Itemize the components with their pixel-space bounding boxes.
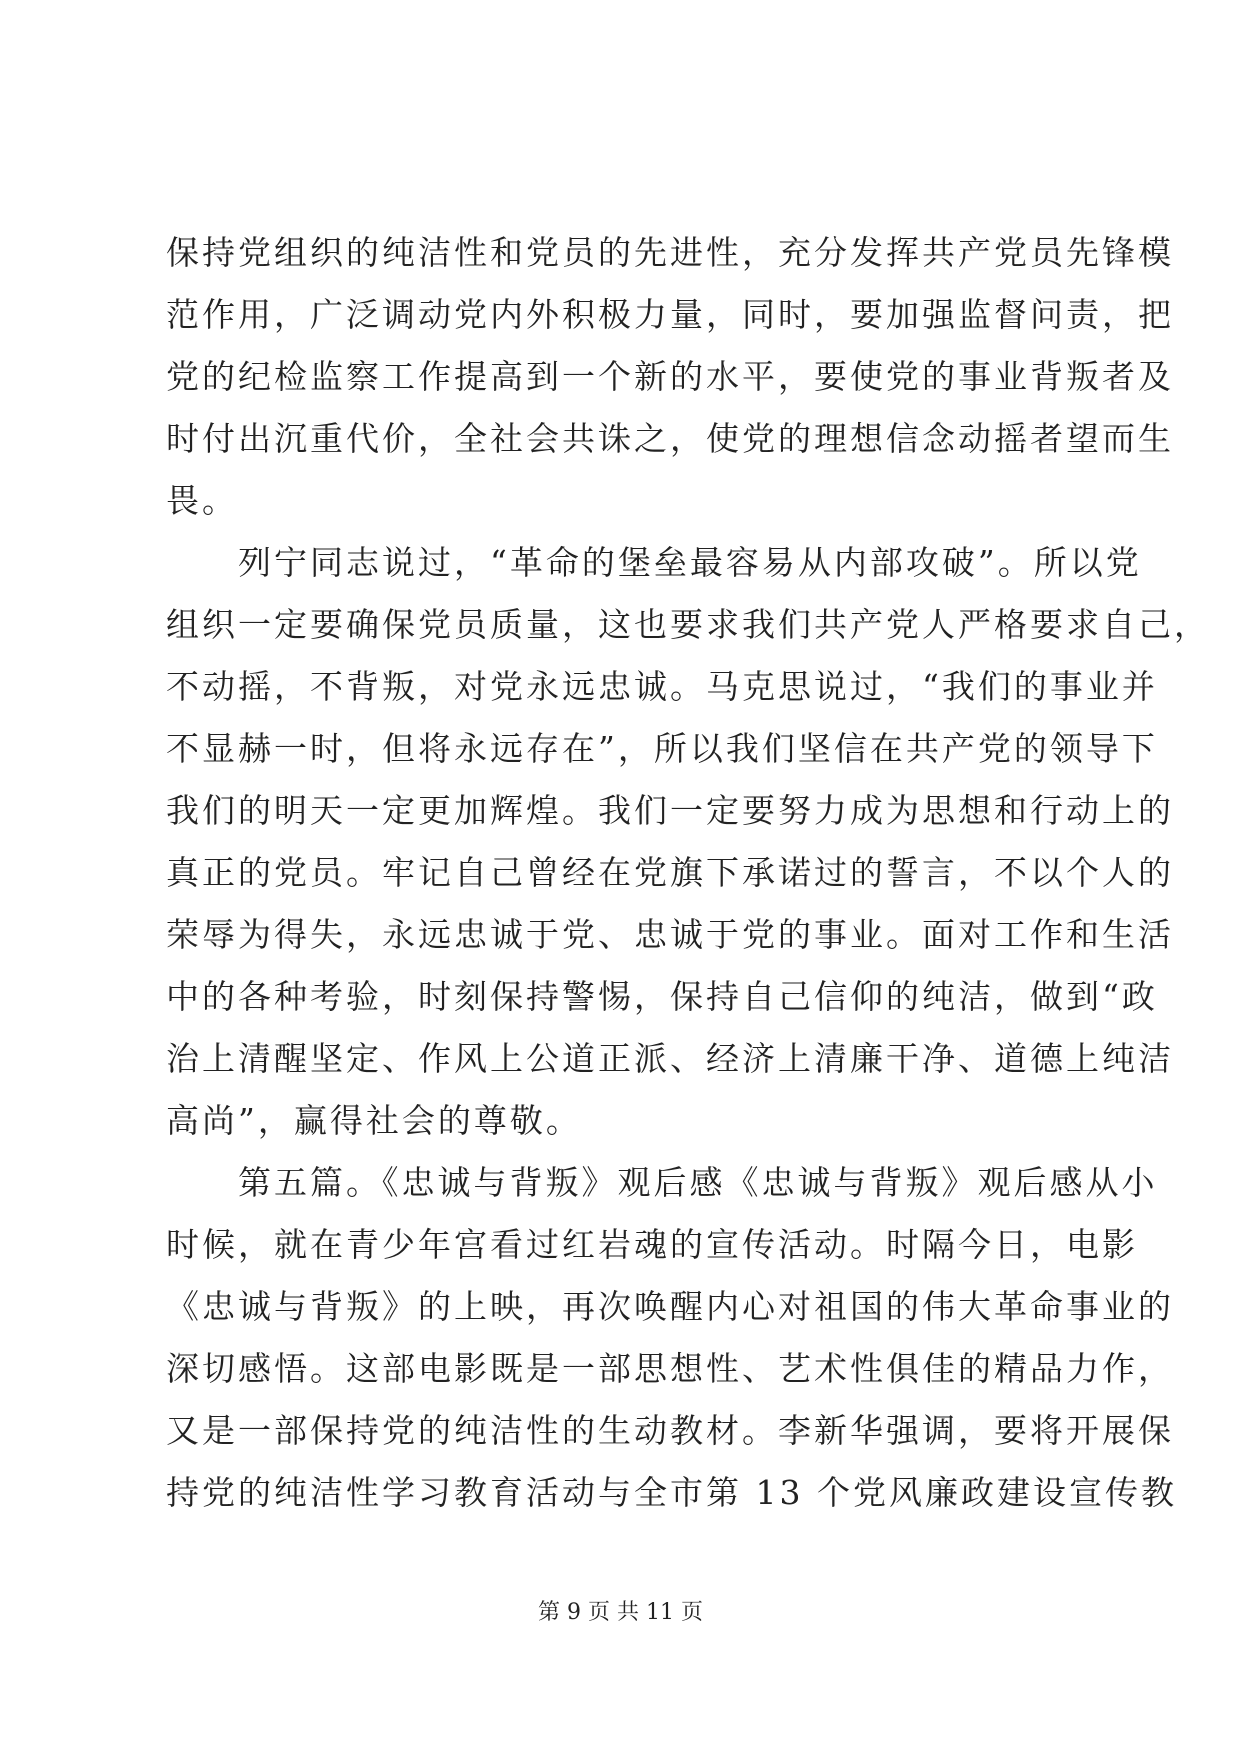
page-number-footer: 第 9 页 共 11 页: [538, 1600, 703, 1625]
text-line: 党的纪检监察工作提高到一个新的水平，要使党的事业背叛者及: [166, 357, 1174, 396]
text-line: 又是一部保持党的纯洁性的生动教材。李新华强调，要将开展保: [166, 1411, 1174, 1450]
text-line: 真正的党员。牢记自己曾经在党旗下承诺过的誓言，不以个人的: [166, 853, 1174, 892]
text-line: 高尚”，赢得社会的尊敬。: [166, 1101, 582, 1140]
text-line: 保持党组织的纯洁性和党员的先进性，充分发挥共产党员先锋模: [166, 233, 1174, 272]
text-line: 第五篇。《忠诚与背叛》观后感《忠诚与背叛》观后感从小: [166, 1163, 1158, 1202]
text-line: 时候，就在青少年宫看过红岩魂的宣传活动。时隔今日，电影: [166, 1225, 1138, 1264]
text-line: 治上清醒坚定、作风上公道正派、经济上清廉干净、道德上纯洁: [166, 1039, 1174, 1078]
text-line: 我们的明天一定更加辉煌。我们一定要努力成为思想和行动上的: [166, 791, 1174, 830]
text-line: 列宁同志说过，“革命的堡垒最容易从内部攻破”。所以党: [166, 543, 1142, 582]
text-line: 荣辱为得失，永远忠诚于党、忠诚于党的事业。面对工作和生活: [166, 915, 1174, 954]
text-line: 畏。: [166, 481, 238, 520]
document-body: [166, 222, 1210, 1524]
text-line: 范作用，广泛调动党内外积极力量，同时，要加强监督问责，把: [166, 295, 1174, 334]
text-line: 持党的纯洁性学习教育活动与全市第 13 个党风廉政建设宣传教: [166, 1473, 1177, 1512]
text-line: 中的各种考验，时刻保持警惕，保持自己信仰的纯洁，做到“政: [166, 977, 1158, 1016]
text-line: 组织一定要确保党员质量，这也要求我们共产党人严格要求自己，: [166, 605, 1210, 644]
text-line: 不显赫一时，但将永远存在”，所以我们坚信在共产党的领导下: [166, 729, 1158, 768]
text-line: 《忠诚与背叛》的上映，再次唤醒内心对祖国的伟大革命事业的: [166, 1287, 1174, 1326]
text-line: 不动摇，不背叛，对党永远忠诚。马克思说过，“我们的事业并: [166, 667, 1158, 706]
text-line: 时付出沉重代价，全社会共诛之，使党的理想信念动摇者望而生: [166, 419, 1174, 458]
text-line: 深切感悟。这部电影既是一部思想性、艺术性俱佳的精品力作，: [166, 1349, 1174, 1388]
